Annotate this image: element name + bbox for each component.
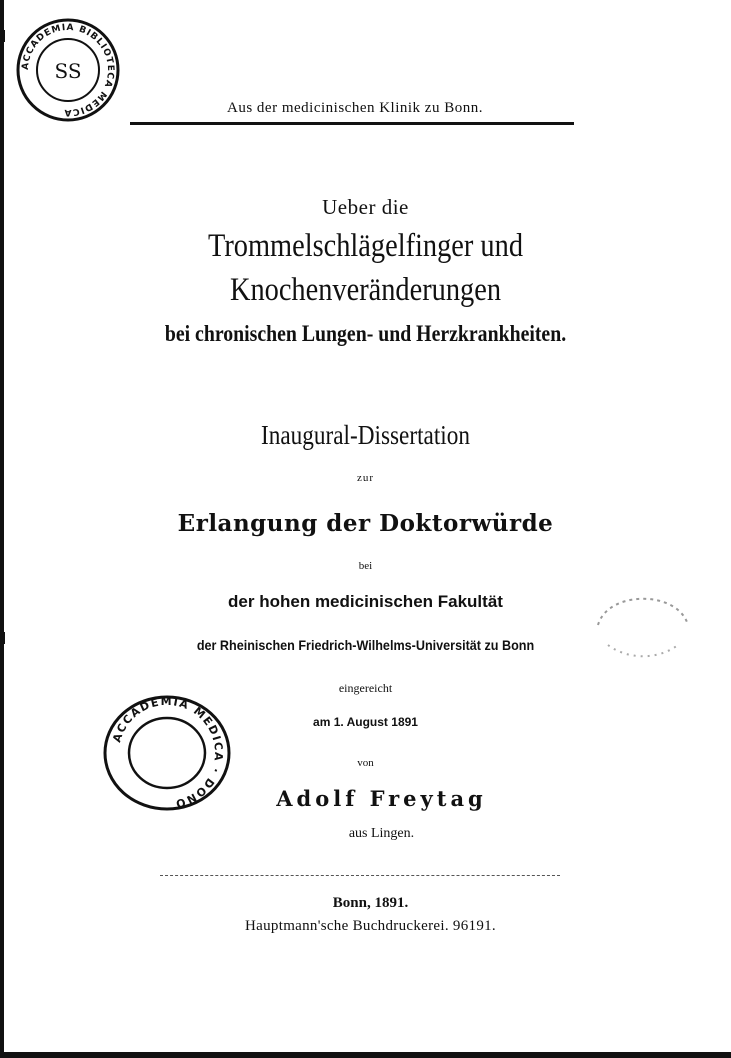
academy-stamp-icon — [100, 693, 234, 813]
faint-stamp-icon — [588, 585, 698, 665]
academy-stamp-ring-text: ACCADEMIA MEDICA · DONO — [110, 694, 226, 811]
submission-date: am 1. August 1891 — [313, 715, 418, 729]
scan-edge-mark — [0, 632, 5, 644]
title-line-2: Knochenveränderungen — [229, 272, 502, 308]
stamp-center-text: SS — [54, 59, 82, 83]
scan-bottom-edge — [0, 1052, 731, 1058]
printer-line: Hauptmann'sche Buchdruckerei. 96191. — [245, 918, 496, 934]
stamp-ring-text: ACCADEMIA BIBLIOTECA MEDICA — [20, 22, 116, 118]
faint-stamp-right — [588, 585, 698, 665]
degree-line: Erlangung der Doktorwürde — [177, 510, 554, 537]
separator-line — [160, 875, 560, 878]
title-prefix: Ueber die — [322, 195, 409, 219]
scan-edge-mark — [0, 30, 5, 42]
academy-stamp — [100, 693, 234, 813]
zur-text: zur — [356, 472, 375, 484]
title-line-3: bei chronischen Lungen- und Herzkrankheiten. — [164, 321, 567, 346]
dissertation-label: Inaugural-Dissertation — [261, 420, 470, 450]
library-stamp-icon — [12, 14, 124, 126]
library-stamp-top — [12, 14, 124, 126]
bei-text: bei — [358, 560, 373, 572]
author-name: Adolf Freytag — [276, 786, 487, 811]
university-line: der Rheinischen Friedrich-Wilhelms-Universität zu Bonn — [196, 637, 535, 653]
title-line-1: Trommelschlägelfinger und — [207, 228, 524, 264]
header-rule — [130, 122, 574, 125]
svg-text:ACCADEMIA MEDICA · DONO — [110, 695, 225, 811]
submitted-text: eingereicht — [338, 681, 393, 695]
von-text: von — [357, 757, 374, 769]
author-origin: aus Lingen. — [348, 826, 415, 841]
institution-header: Aus der medicinischen Klinik zu Bonn. — [227, 100, 483, 116]
place-year: Bonn, 1891. — [332, 895, 409, 911]
faculty-line: der hohen medicinischen Fakultät — [228, 592, 503, 611]
